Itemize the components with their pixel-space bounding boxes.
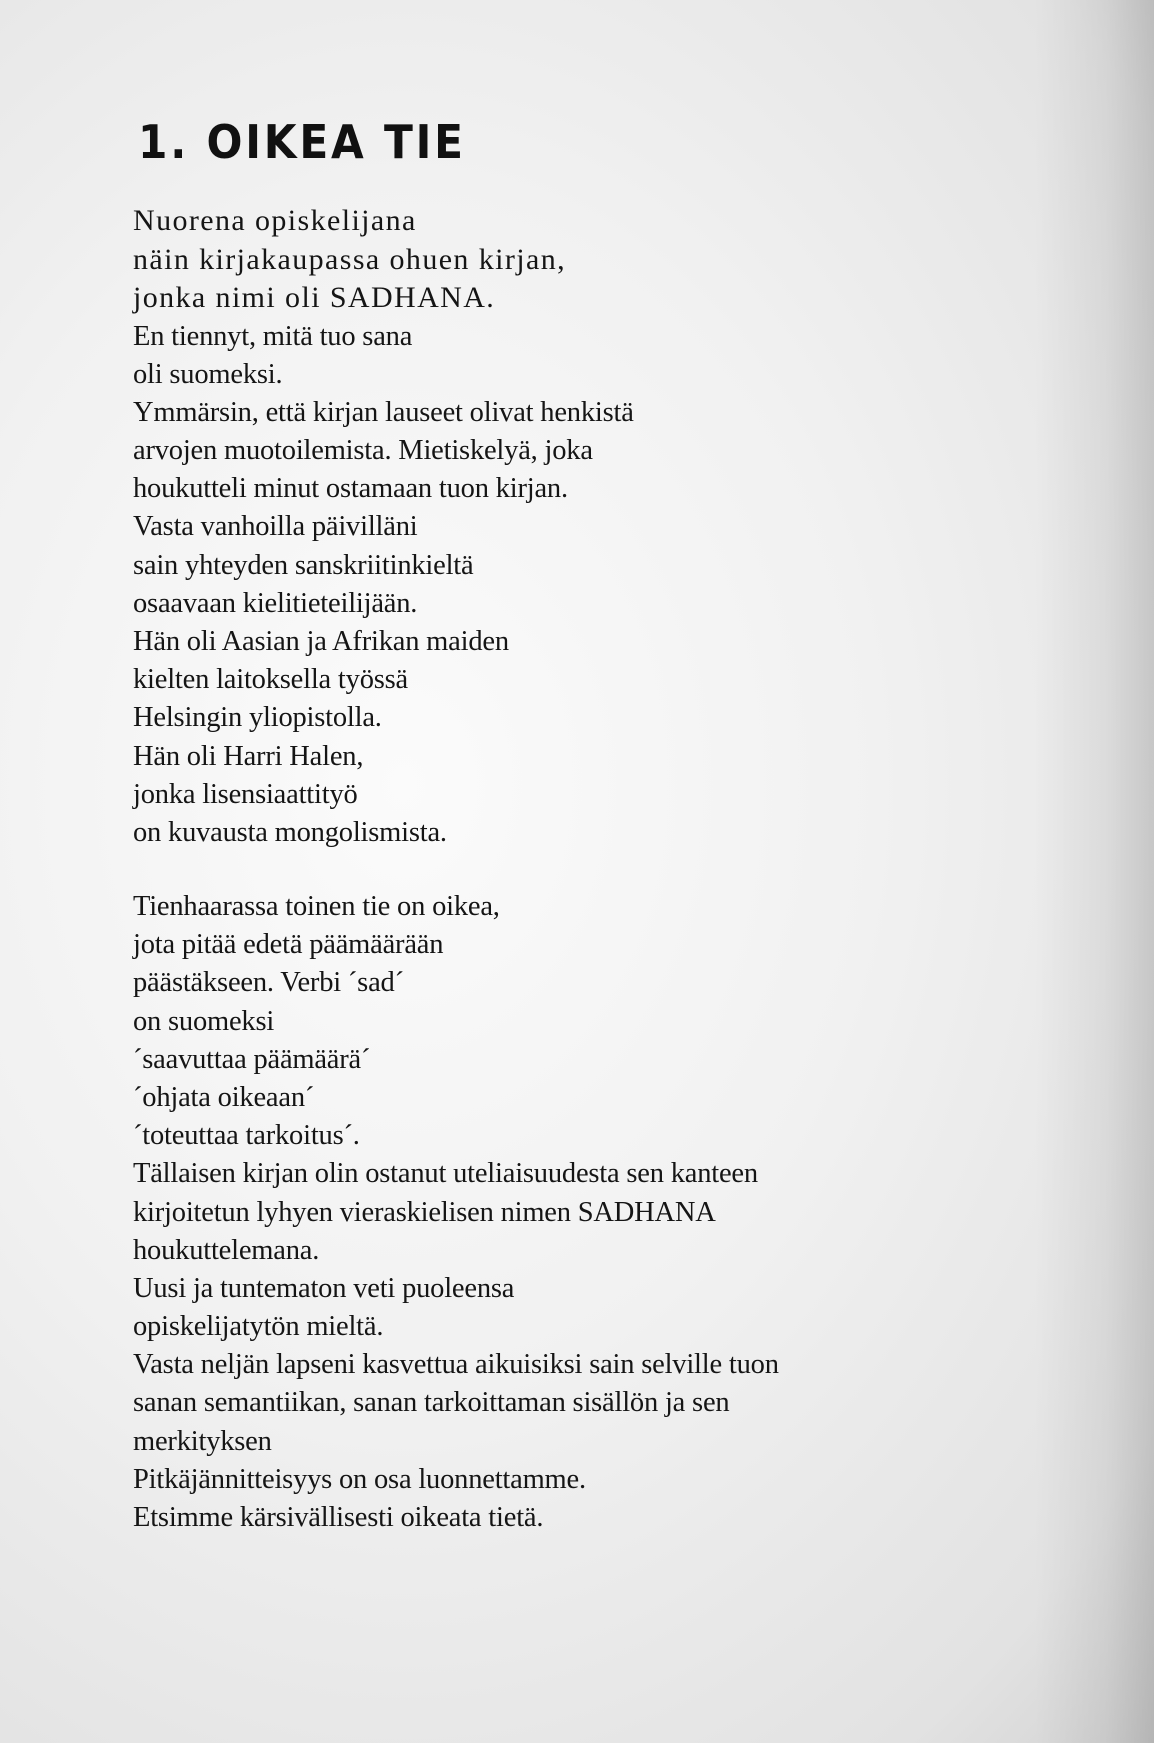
chapter-title: 1. OIKEA TIE — [138, 115, 466, 169]
text-line: oli suomeksi. — [133, 358, 283, 390]
text-line: Etsimme kärsivällisesti oikeata tietä. — [133, 1502, 544, 1533]
page-edge-shadow — [1034, 0, 1154, 1743]
text-line: on kuvausta mongolismista. — [133, 816, 447, 848]
text-line: Helsingin yliopistolla. — [133, 702, 382, 734]
text-line: Ymmärsin, että kirjan lauseet olivat henkistä — [133, 396, 634, 428]
text-line: Uusi ja tuntematon veti puoleensa — [133, 1272, 515, 1304]
text-line: ´toteuttaa tarkoitus´. — [133, 1120, 360, 1152]
text-line: En tiennyt, mitä tuo sana — [133, 320, 413, 352]
text-line: on suomeksi — [133, 1005, 275, 1037]
text-line: kirjoitetun lyhyen vieraskielisen nimen SADHANA — [133, 1196, 716, 1228]
text-line: Vasta neljän lapseni kasvettua aikuisiksi sain selville tuon — [133, 1349, 779, 1381]
text-line: Nuorena opiskelijana — [133, 204, 417, 237]
text-line: Pitkäjännitteisyys on osa luonnettamme. — [133, 1463, 586, 1495]
text-line: jonka lisensiaattityö — [133, 778, 358, 810]
text-line: arvojen muotoilemista. Mietiskelyä, joka — [133, 435, 593, 467]
stanza-1 — [133, 202, 634, 852]
text-line: sain yhteyden sanskriitinkieltä — [133, 549, 474, 581]
stanza-2 — [133, 888, 779, 1537]
text-line: kielten laitoksella työssä — [133, 664, 408, 696]
text-line: opiskelijatytön mieltä. — [133, 1311, 384, 1343]
text-line: Tällaisen kirjan olin ostanut uteliaisuudesta sen kanteen — [133, 1158, 758, 1190]
text-line: näin kirjakaupassa ohuen kirjan, — [133, 242, 567, 276]
text-line: ´saavuttaa päämäärä´ — [133, 1043, 371, 1075]
text-line: ´ohjata oikeaan´ — [133, 1081, 315, 1113]
text-line: jonka nimi oli SADHANA. — [133, 281, 496, 314]
text-line: Vasta vanhoilla päivilläni — [133, 511, 418, 543]
text-line: osaavaan kielitieteilijään. — [133, 587, 418, 619]
text-line: jota pitää edetä päämäärään — [133, 929, 444, 961]
text-line: houkutteli minut ostamaan tuon kirjan. — [133, 473, 568, 505]
text-line: sanan semantiikan, sanan tarkoittaman sisällön ja sen — [133, 1387, 730, 1419]
text-line: merkityksen — [133, 1425, 272, 1457]
text-line: Hän oli Harri Halen, — [133, 740, 364, 772]
text-line: Hän oli Aasian ja Afrikan maiden — [133, 626, 509, 657]
text-line: päästäkseen. Verbi ´sad´ — [133, 967, 404, 999]
text-line: Tienhaarassa toinen tie on oikea, — [133, 891, 500, 922]
text-line: houkuttelemana. — [133, 1234, 320, 1266]
